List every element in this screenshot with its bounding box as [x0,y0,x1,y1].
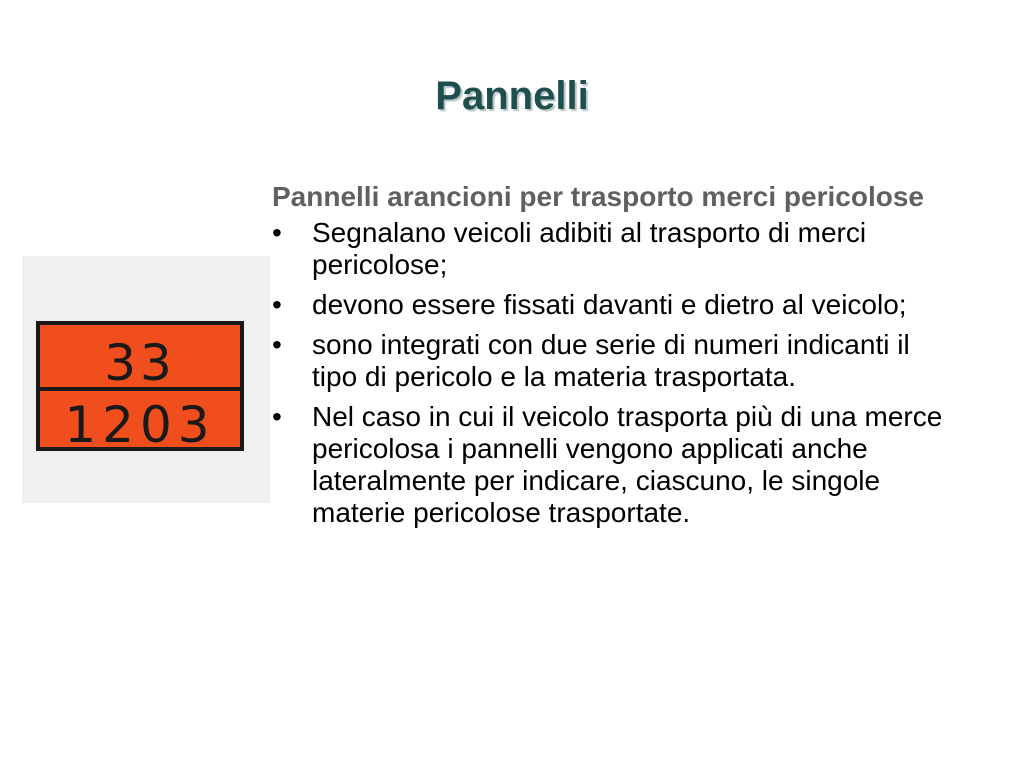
bullet-icon: • [272,217,282,248]
bullet-text: Nel caso in cui il veicolo trasporta più di una merce pericolosa i pannelli vengono applicati anche lateralmente per indicare, ciascuno, le singole materie pericolose trasportate. [312,401,943,528]
bullet-item [272,289,952,321]
bullet-icon: • [272,329,282,360]
bullet-text: devono essere fissati davanti e dietro al veicolo; [312,289,907,320]
slide-subtitle: Pannelli arancioni per trasporto merci pericolose [272,181,924,212]
bullet-list [272,217,952,529]
bullet-item [272,401,952,529]
bullet-item [272,329,952,393]
bullet-text: Segnalano veicoli adibiti al trasporto di merci pericolose; [312,217,867,280]
slide-title: Pannelli [435,74,589,118]
bullet-icon: • [272,289,282,320]
bullet-icon: • [272,401,282,432]
hazard-panel-image [22,256,270,503]
hazard-panel-graphic [22,256,270,503]
bullet-item [272,217,952,281]
substance-number: 1203 [64,396,216,454]
slide-content [272,181,952,537]
hazard-number: 33 [104,334,176,392]
bullet-text: sono integrati con due serie di numeri indicanti il tipo di pericolo e la materia trasportata. [312,329,910,392]
